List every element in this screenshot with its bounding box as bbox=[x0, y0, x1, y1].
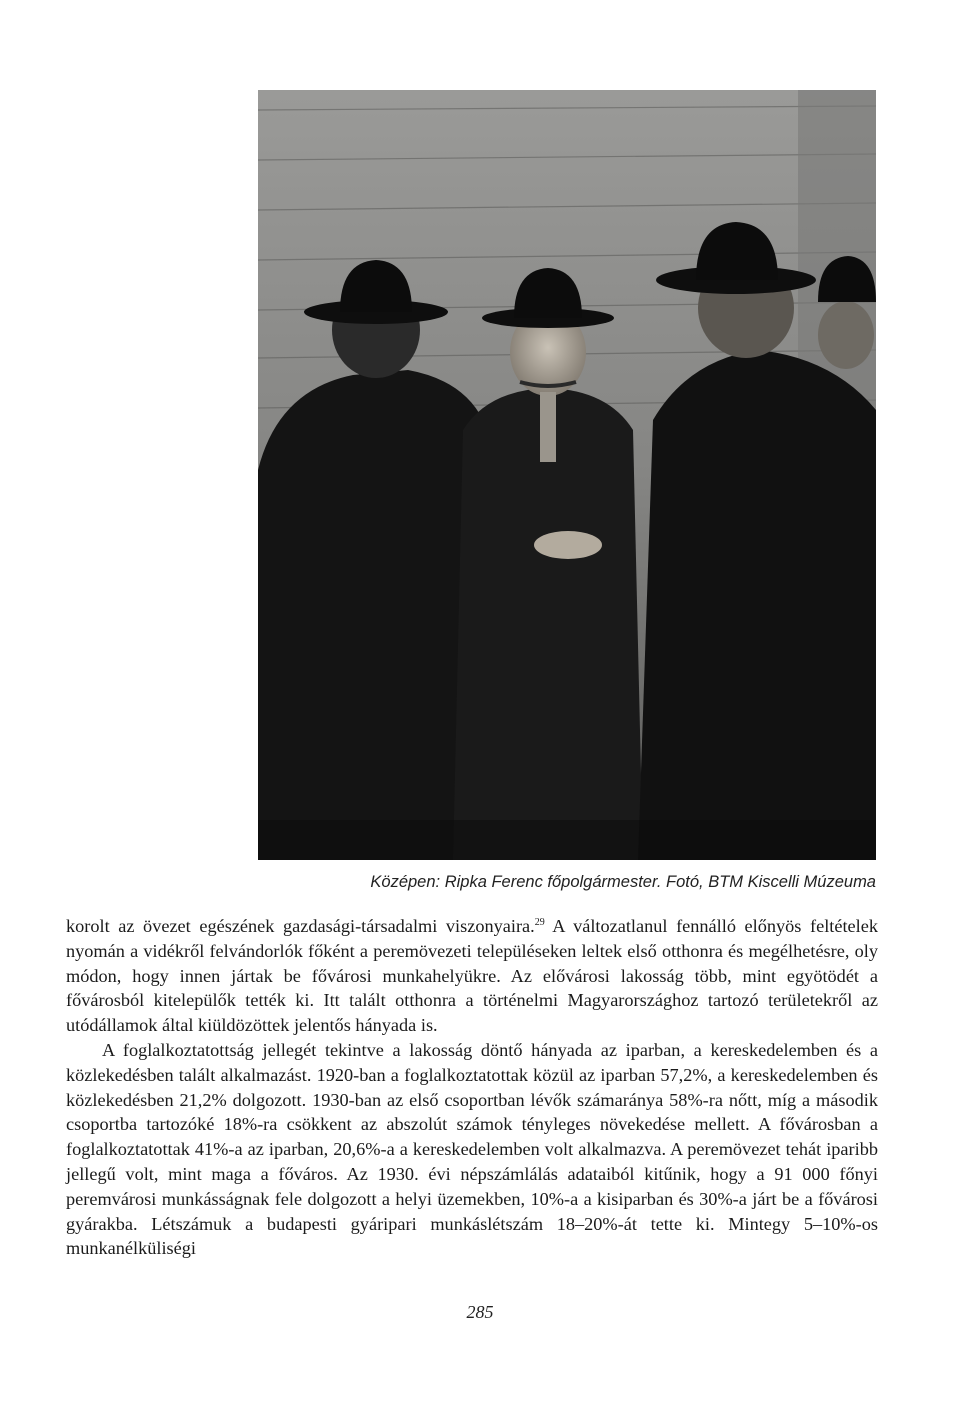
archival-photo bbox=[258, 90, 876, 860]
footnote-reference: 29 bbox=[534, 917, 545, 928]
paragraph-2: A foglalkoztatottság jellegét tekintve a lakosság döntő hányada az iparban, a kereskedelemben és a közlekedésben talált alkalmazást. 1920-ban a foglalkoztatottak közül az iparban 57,2%, a kereskedelemben és közlekedésben 21,2% dolgozott. 1930-ban az első csoportban lévők számaránya 58%-ra nőtt, míg a második csoportba tartozóké 18%-ra csökkent az abszolút számok tényleges növekedése mellett. A fővárosban a foglalkoztatottak 41%-a az iparban, 20,6%-a a kereskedelemben volt alkalmazva. A peremövezet tehát iparibb jellegű volt, mint maga a főváros. Az 1930. évi népszámlálás adataiból kitűnik, hogy a 91 000 főnyi peremvárosi munkásságnak fele dolgozott a helyi üzemekben, 10%-a a kisiparban és 30%-a járt be a fővárosi gyárakba. Létszámuk a budapesti gyáripari munkáslétszám 18–20%-át tette ki. Mintegy 5–10%-os munkanélküliségi bbox=[66, 1039, 878, 1259]
page-number: 285 bbox=[466, 1302, 494, 1322]
paragraph-1-start: korolt az övezet egészének gazdasági-társadalmi viszonyaira. bbox=[66, 916, 535, 936]
photo-caption: Középen: Ripka Ferenc főpolgármester. Fotó, BTM Kiscelli Múzeuma bbox=[370, 873, 876, 891]
photo-illustration bbox=[258, 90, 876, 860]
body-text bbox=[66, 914, 878, 1261]
paragraph-1-rest: A változatlanul fennálló előnyös feltételek nyomán a vidékről felvándorlók főként a peremövezeti településeken leltek első otthonra és megélhetésre, oly módon, hogy innen jártak be fővárosi munkahelyükre. Az elővárosi lakosság több, mint egyötödét a fővárosból kitelepülők tették ki. Itt talált otthonra a történelmi Magyarországhoz tartozó területekről az utódállamok által kiüldözöttek jelentős hányada is. bbox=[66, 916, 878, 1036]
paragraph-1 bbox=[66, 914, 878, 1038]
